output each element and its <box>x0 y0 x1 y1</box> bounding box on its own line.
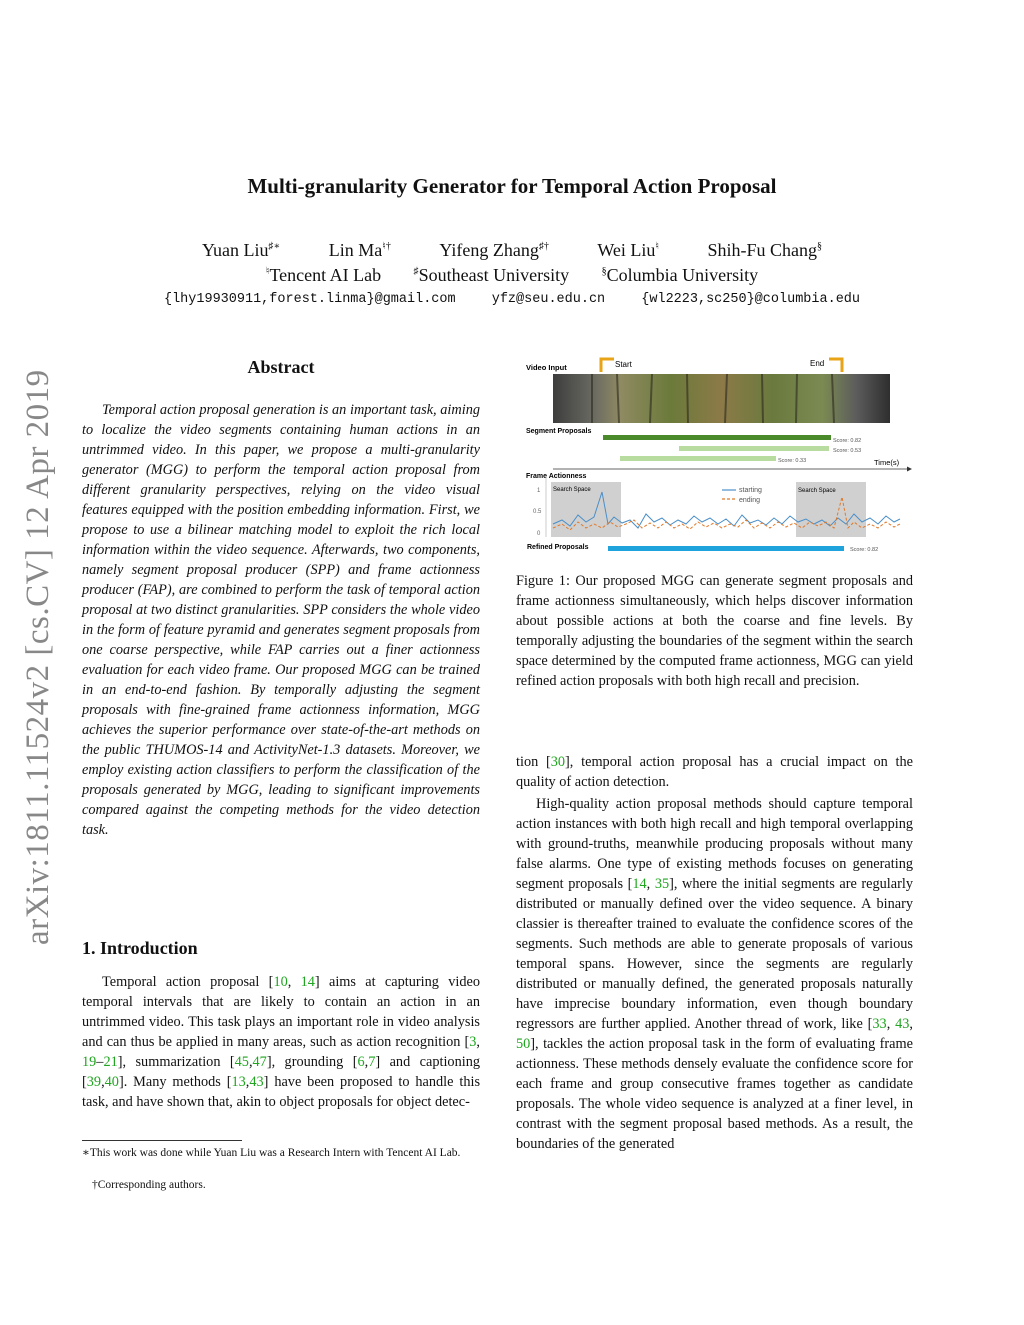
citation-link[interactable]: 21 <box>103 1054 118 1070</box>
citation-link[interactable]: 7 <box>368 1054 376 1070</box>
paper-title: Multi-granularity Generator for Temporal Action Proposal <box>247 174 777 198</box>
segment-proposal-bar <box>603 435 831 440</box>
time-axis-label: Time(s) <box>874 458 900 467</box>
segment-proposal-bar <box>679 446 829 451</box>
body-paragraph: tion [30], temporal action proposal has a crucial impact on the quality of action detection. <box>516 754 913 790</box>
citation-link[interactable]: 47 <box>252 1054 267 1070</box>
refined-proposal-score: Score: 0.82 <box>850 547 879 553</box>
citation-link[interactable]: 39 <box>86 1074 102 1090</box>
author: Shih-Fu Chang§ <box>707 240 822 260</box>
body-paragraph: High-quality action proposal methods should capture temporal action instances with both high recall and high temporal overlapping with ground-truths, meanwhile producing proposals without many false alarms. One type of existing methods focuses on generating segment proposals [14, 35], where the initial segments are regularly distributed or manually defined over the video sequence. A binary classier is thereafter trained to evaluate the confidence scores of the segments. Such methods are able to generate proposals of various temporal spans. However, since the segments are regularly distributed or manually defined, the generated proposals naturally have imprecise boundary information, even though boundary regressors are further applied. Another thread of work, like [33, 43, 50], tackles the action proposal task in the form of evaluating frame actionness. These methods densely evaluate the confidence score for each frame and group consecutive frames together as candidate proposals. The whole video sequence is analyzed at a finer level, in contrast with the segment proposal based methods. As a result, the boundaries of the generated <box>516 796 913 1152</box>
segment-proposals-label: Segment Proposals <box>526 428 592 435</box>
introduction-paragraph: Temporal action proposal [10, 14] aims at capturing video temporal intervals that are likely to contain an action in an untrimmed video. This task plays an important role in video analysis and can thus be applied in many areas, such as action recognition [3, 19–21], summarization [45,47], grounding [6,7] and captioning [39,40]. Many methods [13,43] have been proposed to handle this task, and have shown that, akin to object proposals for object detec- <box>82 974 481 1110</box>
citation-link[interactable]: 14 <box>632 876 647 892</box>
citation-link[interactable]: 45 <box>234 1054 249 1070</box>
citation-link[interactable]: 40 <box>104 1074 119 1090</box>
refined-proposals-label: Refined Proposals <box>527 544 589 551</box>
citation-link[interactable]: 35 <box>654 876 670 892</box>
citation-link[interactable]: 3 <box>469 1034 477 1050</box>
author: Yuan Liu♯∗ <box>202 240 281 260</box>
arxiv-identifier: arXiv:1811.11524v2 [cs.CV] 12 Apr 2019 <box>20 369 56 945</box>
abstract-heading: Abstract <box>247 357 315 377</box>
end-label: End <box>810 359 825 368</box>
footnote-divider <box>82 1140 242 1141</box>
video-input-label: Video Input <box>526 363 567 372</box>
email: {wl2223,sc250}@columbia.edu <box>641 292 861 307</box>
segment-proposal-bar <box>620 456 776 461</box>
video-frames-strip <box>553 374 890 423</box>
figure-1 <box>522 352 914 557</box>
legend-ending-label: ending <box>739 497 761 504</box>
y-tick: 0 <box>537 531 541 537</box>
email: {lhy19930911,forest.linma}@gmail.com <box>163 292 456 307</box>
abstract-text: Temporal action proposal generation is an important task, aiming to localize the video segments containing human actions in an untrimmed video. In this paper, we propose a multi-granularity generator (MGG) to perform the temporal action proposal from different granularity perspectives, relying on the video visual features equipped with the position embedding information. First, we propose to use a bilinear matching model to exploit the rich local information within the video sequence. Afterwards, two components, namely segment proposal producer (SPP) and frame actionness producer (FAP), are combined to perform the task of temporal action proposal at two distinct granularities. SPP considers the whole video in the form of feature pyramid and generates segment proposals from one coarse perspective, while FAP carries out a finer actionness evaluation for each video frame. Our proposed MGG can be trained in an end-to-end fashion. By temporally adjusting the segment proposals with fine-grained frame actionness information, MGG achieves the superior performance over state-of-the-art methods on the public THUMOS-14 and ActivityNet-1.3 datasets. Moreover, we employ existing action classifiers to perform the classification of the proposals generated by MGG, leading to significant improvements compared against the competing methods for the video detection task. <box>82 402 480 838</box>
y-tick: 0.5 <box>533 509 542 515</box>
citation-link[interactable]: 43 <box>249 1074 264 1090</box>
affiliation: §Columbia University <box>601 265 759 285</box>
figure-caption: Figure 1: Our proposed MGG can generate segment proposals and frame actionness simultaneously, which helps discover information about possible actions at both the coarse and fine levels. By temporally adjusting the boundaries of the segment within the search space determined by the computed frame actionness, MGG can yield refined action proposals with both high recall and precision. <box>516 573 913 689</box>
citation-link[interactable]: 6 <box>357 1054 365 1070</box>
start-label: Start <box>615 360 632 369</box>
email-list <box>0 292 1024 307</box>
frame-actionness-label: Frame Actionness <box>526 473 587 480</box>
start-bracket <box>601 359 614 372</box>
author: Yifeng Zhang♯† <box>439 240 549 260</box>
footnote: ∗This work was done while Yuan Liu was a Research Intern with Tencent AI Lab. <box>82 1147 461 1159</box>
legend-starting-label: starting <box>739 487 762 494</box>
end-bracket <box>829 359 842 372</box>
email: yfz@seu.edu.cn <box>491 292 606 307</box>
citation-link[interactable]: 14 <box>300 974 315 990</box>
affiliation: ♮Tencent AI Lab <box>265 265 382 285</box>
introduction-heading: 1. Introduction <box>82 938 198 958</box>
footnote: †Corresponding authors. <box>92 1179 206 1191</box>
affiliation-list <box>0 265 1024 286</box>
author: Lin Ma♮† <box>328 240 391 260</box>
author: Wei Liu♮ <box>597 240 659 260</box>
citation-link[interactable]: 13 <box>231 1074 246 1090</box>
segment-proposal-score: Score: 0.82 <box>833 438 862 444</box>
citation-link[interactable]: 30 <box>550 754 566 770</box>
segment-proposal-score: Score: 0.53 <box>833 448 862 454</box>
affiliation: ♯Southeast University <box>413 265 570 285</box>
citation-link[interactable]: 10 <box>273 974 288 990</box>
time-axis-arrow <box>907 467 912 472</box>
author-list <box>0 240 1024 261</box>
citation-link[interactable]: 19 <box>82 1054 97 1070</box>
search-space-label: Search Space <box>798 488 836 494</box>
citation-link[interactable]: 43 <box>895 1016 910 1032</box>
segment-proposal-score: Score: 0.33 <box>778 458 807 464</box>
citation-link[interactable]: 50 <box>516 1036 531 1052</box>
search-space-label: Search Space <box>553 487 591 493</box>
refined-proposal-bar <box>608 546 844 551</box>
citation-link[interactable]: 33 <box>872 1016 887 1032</box>
y-tick: 1 <box>537 488 541 494</box>
